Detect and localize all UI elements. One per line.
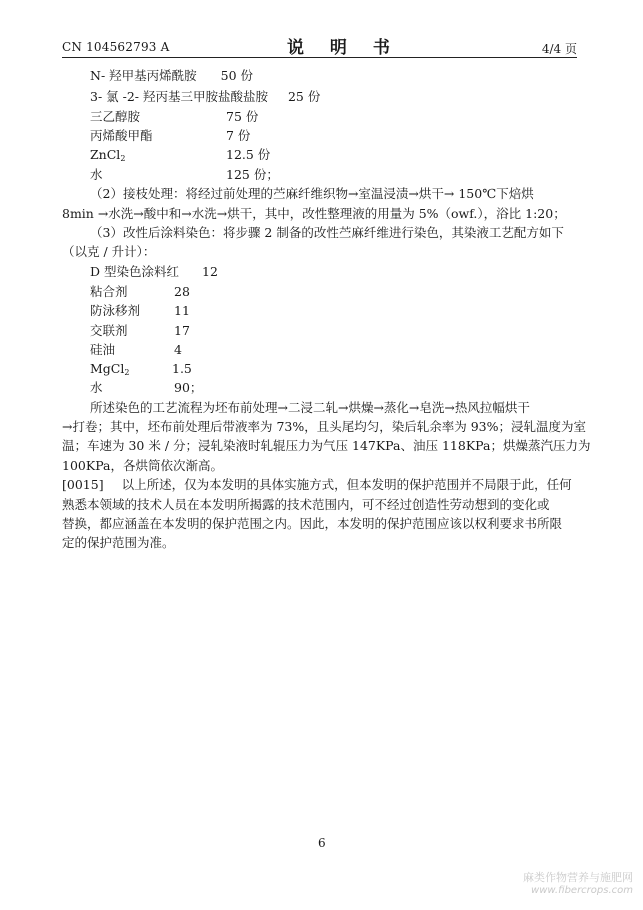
process-line: 所述染色的工艺流程为坯布前处理→二浸二轧→烘燥→蒸化→皂洗→热风拉幅烘干 [90, 400, 530, 415]
ingredient-amount: 90； [174, 380, 203, 395]
patent-number: CN 104562793 A [62, 40, 170, 54]
ingredient-name: 硅油 [90, 342, 116, 357]
paragraph-tag: [0015] [62, 477, 104, 492]
ingredient-amount: 12.5 份 [226, 147, 271, 162]
recipe1-row [90, 147, 271, 167]
header-divider [62, 57, 577, 58]
ingredient-name: MgCl$_2$ [90, 361, 130, 377]
step3-line: （3）改性后涂料染色：将步骤 2 制备的改性苎麻纤维进行染色，其染液工艺配方如下 [90, 225, 564, 240]
recipe2-row [90, 323, 190, 339]
recipe2-row [90, 264, 218, 280]
recipe1-row [90, 167, 279, 183]
step2-line: 8min →水洗→酸中和→水洗→烘干，其中，改性整理液的用量为 5%（owf.），浴比 1:20； [62, 206, 566, 221]
watermark-url: www.fibercrops.com [531, 885, 633, 896]
ingredient-amount: 25 份 [287, 89, 321, 104]
ingredient-amount: 7 份 [226, 128, 251, 143]
page-number: 6 [318, 836, 326, 850]
ingredient-name: N- 羟甲基丙烯酰胺 [90, 68, 197, 83]
paragraph-line: [0015] 以上所述，仅为本发明的具体实施方式，但本发明的保护范围并不局限于此，任何 [62, 477, 572, 492]
ingredient-amount: 75 份 [226, 109, 259, 124]
ingredient-amount: 28 [174, 284, 190, 299]
ingredient-amount: 1.5 [172, 361, 192, 376]
recipe2-row [90, 380, 203, 396]
ingredient-amount: 11 [174, 303, 190, 318]
paragraph-line: 替换，都应涵盖在本发明的保护范围之内。因此，本发明的保护范围应该以权利要求书所限 [62, 516, 563, 531]
process-line: 温；车速为 30 米 / 分；浸轧染液时轧辊压力为气压 147KPa、油压 118KPa；烘燥蒸汽压力为 [62, 438, 591, 453]
ingredient-amount: 17 [174, 323, 190, 338]
process-line: →打卷；其中，坯布前处理后带液率为 73%，且头尾均匀，染后轧余率为 93%；浸轧温度为室 [62, 419, 586, 434]
page-indicator: 4/4 页 [541, 42, 577, 56]
ingredient-name: 3- 氯 -2- 羟丙基三甲胺盐酸盐胺 [90, 89, 268, 104]
ingredient-name: 丙烯酸甲酯 [90, 128, 153, 143]
ingredient-amount: 50 份 [220, 68, 254, 83]
ingredient-name: 防泳移剂 [90, 303, 141, 318]
step2-line: （2）接枝处理：将经过前处理的苎麻纤维织物→室温浸渍→烘干→ 150℃下焙烘 [90, 186, 534, 201]
ingredient-name: D 型染色涂料红 [90, 264, 179, 279]
recipe2-row [90, 342, 182, 358]
ingredient-amount: 4 [174, 342, 182, 357]
ingredient-amount: 125 份； [226, 167, 279, 182]
watermark [523, 869, 633, 896]
paragraph-line: 熟悉本领域的技术人员在本发明所揭露的技术范围内，可不经过创造性劳动想到的变化或 [62, 497, 550, 512]
paragraph-line: 定的保护范围为准。 [62, 535, 175, 550]
ingredient-name: 水 [90, 380, 103, 395]
document-title: 说 明 书 [287, 38, 400, 58]
process-line: 100KPa，各烘筒依次渐高。 [62, 458, 223, 473]
recipe1-row [90, 89, 320, 105]
ingredient-name: 水 [90, 167, 103, 182]
step3-line: （以克 / 升计）： [62, 244, 156, 259]
ingredient-name: 粘合剂 [90, 284, 128, 299]
recipe1-row [90, 109, 259, 125]
watermark-cn: 麻类作物营养与施肥网 [523, 871, 633, 884]
ingredient-amount: 12 [202, 264, 218, 279]
recipe2-row [90, 361, 192, 381]
recipe1-row [90, 68, 253, 84]
recipe2-row [90, 284, 190, 300]
recipe2-row [90, 303, 190, 319]
recipe1-row [90, 128, 251, 144]
ingredient-name: 交联剂 [90, 323, 128, 338]
ingredient-name: 三乙醇胺 [90, 109, 141, 124]
ingredient-name: ZnCl$_2$ [90, 147, 126, 163]
